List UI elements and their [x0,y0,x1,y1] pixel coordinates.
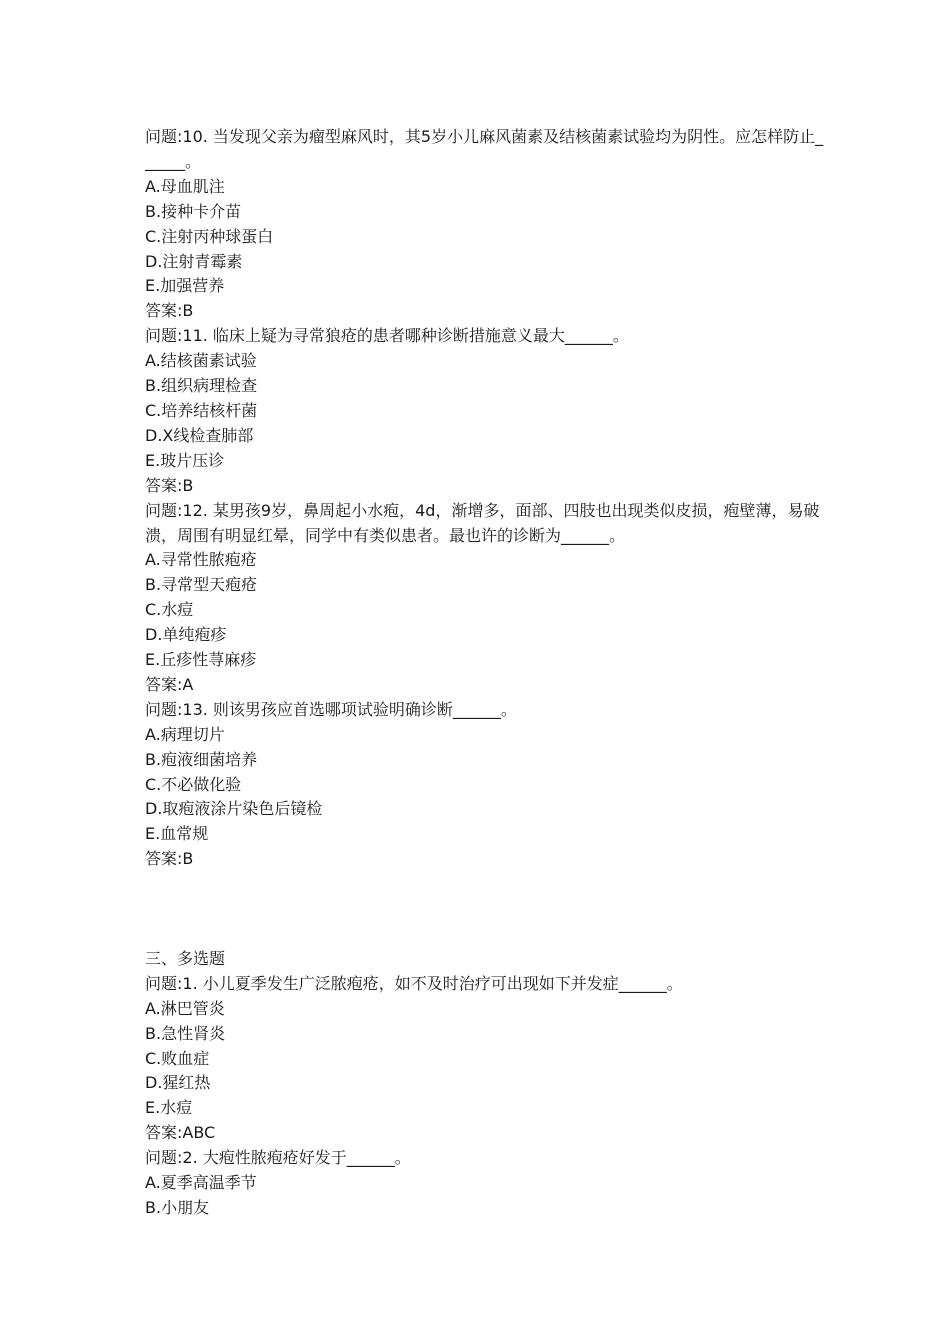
question-text: 问题:11. 临床上疑为寻常狼疮的患者哪种诊断措施意义最大______。 [145,326,629,346]
question-text: 问题:1. 小儿夏季发生广泛脓疱疮，如不及时治疗可出现如下并发症______。 [145,973,683,993]
question-text: 问题:13. 则该男孩应首选哪项试验明确诊断______。 [145,699,517,719]
option-b: B.小朋友 [145,1197,210,1217]
option-b: B.寻常型天疱疮 [145,575,258,595]
question-block [145,698,825,872]
answer-text: 答案:ABC [145,1123,216,1143]
question-block [145,125,825,324]
option-d: D.猩红热 [145,1073,211,1093]
option-d: D.注射青霉素 [145,251,243,271]
option-c: C.不必做化验 [145,774,242,794]
option-c: C.败血症 [145,1048,210,1068]
question-block [145,324,825,498]
option-a: A.母血肌注 [145,176,225,196]
option-a: A.夏季高温季节 [145,1173,257,1193]
option-e: E.玻片压诊 [145,450,225,470]
option-b: B.急性肾炎 [145,1023,226,1043]
option-b: B.组织病理检查 [145,376,258,396]
option-a: A.寻常性脓疱疮 [145,550,257,570]
section-spacer [145,872,825,947]
option-d: D.单纯疱疹 [145,625,227,645]
option-b: B.接种卡介苗 [145,201,242,221]
question-block [145,1146,825,1221]
option-c: C.水痘 [145,600,194,620]
option-e: E.丘疹性荨麻疹 [145,650,257,670]
option-a: A.病理切片 [145,724,225,744]
question-text: 问题:10. 当发现父亲为瘤型麻风时，其5岁小儿麻风菌素及结核菌素试验均为阴性。应怎样防止______。 [145,127,824,171]
option-a: A.淋巴管炎 [145,998,225,1018]
option-d: D.X线检查肺部 [145,425,254,445]
answer-text: 答案:B [145,301,194,321]
option-e: E.加强营养 [145,276,225,296]
answer-text: 答案:B [145,849,194,869]
option-e: E.血常规 [145,824,209,844]
option-c: C.注射丙种球蛋白 [145,226,274,246]
question-block [145,972,825,1146]
question-text: 问题:12. 某男孩9岁，鼻周起小水疱，4d，渐增多，面部、四肢也出现类似皮损，疱壁薄，易破溃，周围有明显红晕，同学中有类似患者。最也许的诊断为______。 [145,500,820,545]
answer-text: 答案:B [145,475,194,495]
document-page [145,125,825,1221]
option-e: E.水痘 [145,1098,193,1118]
option-b: B.疱液细菌培养 [145,749,258,769]
option-c: C.培养结核杆菌 [145,400,258,420]
option-a: A.结核菌素试验 [145,351,257,371]
option-d: D.取疱液涂片染色后镜检 [145,799,323,819]
section-title: 三、多选题 [145,948,226,968]
answer-text: 答案:A [145,674,194,694]
question-block [145,499,825,698]
question-text: 问题:2. 大疱性脓疱疮好发于______。 [145,1148,411,1168]
